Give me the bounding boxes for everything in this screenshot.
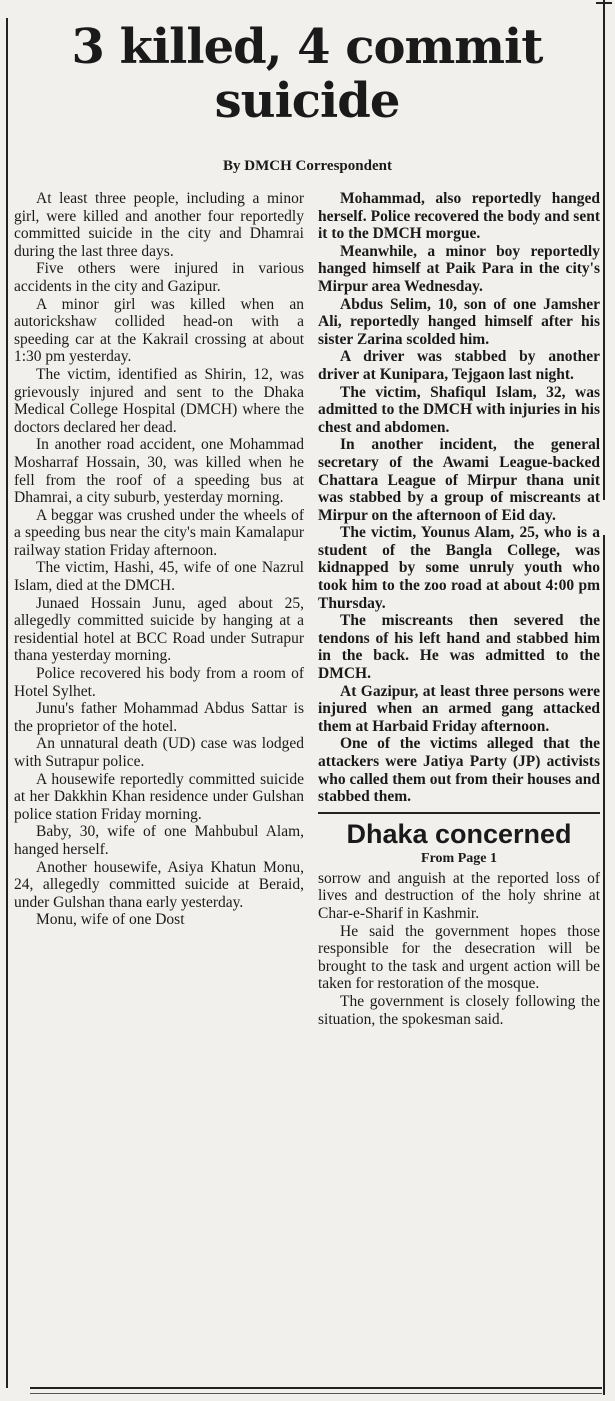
continued-from-page: From Page 1: [421, 850, 497, 866]
article-paragraph: The victim, Younus Alam, 25, who is a student of the Bangla College, was kidnapped by some unruly youth who took him to the zoo road at about 4:00 pm Thursday.: [318, 524, 600, 612]
headline-line-2: suicide: [214, 73, 400, 129]
article-paragraph: In another road accident, one Mohammad Mosharraf Hossain, 30, was killed when he fell from the roof of a speeding bus at Dhamrai, a city suburb, yesterday morning.: [14, 436, 304, 507]
article-paragraph: A minor girl was killed when an autorickshaw collided head-on with a speeding car at the Kakrail crossing at about 1:30 pm yesterday.: [14, 295, 304, 366]
article-paragraph: Police recovered his body from a room of Hotel Sylhet.: [14, 665, 304, 700]
article-paragraph: At Gazipur, at least three persons were injured when an armed gang attacked them at Harbaid Friday afternoon.: [318, 682, 600, 735]
article-paragraph: Baby, 30, wife of one Mahbubul Alam, hanged herself.: [14, 823, 304, 858]
bottom-rule-secondary: [30, 1393, 602, 1394]
article-paragraph: Abdus Selim, 10, son of one Jamsher Ali, reportedly hanged himself after his sister Zarina scolded him.: [318, 295, 600, 348]
article-paragraph: The victim, identified as Shirin, 12, was grievously injured and sent to the Dhaka Medical College Hospital (DMCH) where the doctors declared her dead.: [14, 365, 304, 436]
right-column-rule-lower: [603, 535, 605, 1395]
article-left-column: [14, 190, 304, 929]
article-byline: By DMCH Correspondent: [223, 158, 392, 174]
article-headline: [12, 20, 602, 128]
bottom-rule: [30, 1387, 602, 1389]
right-column-rule-upper: [603, 0, 605, 500]
article-paragraph: An unnatural death (UD) case was lodged with Sutrapur police.: [14, 735, 304, 770]
article-paragraph: One of the victims alleged that the attackers were Jatiya Party (JP) activists who called them out from their houses and stabbed them.: [318, 735, 600, 806]
article-paragraph: Mohammad, also reportedly hanged herself. Police recovered the body and sent it to the DMCH morgue.: [318, 190, 600, 243]
article-paragraph: Meanwhile, a minor boy reportedly hanged himself at Paik Para in the city's Mirpur area Wednesday.: [318, 242, 600, 295]
continued-paragraph: The government is closely following the situation, the spokesman said.: [318, 992, 600, 1028]
article-paragraph: In another incident, the general secretary of the Awami League-backed Chattara League of Mirpur thana unit was stabbed by a group of miscreants at Mirpur on the afternoon of Eid day.: [318, 436, 600, 524]
article-paragraph: Monu, wife of one Dost: [36, 911, 185, 929]
article-right-column: [318, 190, 600, 1028]
article-paragraph: Five others were injured in various accidents in the city and Gazipur.: [14, 260, 304, 295]
headline-line-1: 3 killed, 4 commit: [71, 19, 543, 75]
article-paragraph: At least three people, including a minor girl, were killed and another four reportedly committed suicide in the city and Dhamrai during the last three days.: [14, 190, 304, 260]
article-paragraph: Another housewife, Asiya Khatun Monu, 24, allegedly committed suicide at Beraid, under Gulshan thana early yesterday.: [14, 858, 304, 911]
article-paragraph: The victim, Shafiqul Islam, 32, was admitted to the DMCH with injuries in his chest and abdomen.: [318, 383, 600, 436]
article-paragraph: A driver was stabbed by another driver at Kunipara, Tejgaon last night.: [318, 348, 600, 383]
continued-paragraph: sorrow and anguish at the reported loss of lives and destruction of the holy shrine at Char-e-Sharif in Kashmir.: [318, 869, 600, 922]
article-paragraph: A beggar was crushed under the wheels of a speeding bus near the city's main Kamalapur railway station Friday afternoon.: [14, 506, 304, 559]
article-paragraph: The victim, Hashi, 45, wife of one Nazrul Islam, died at the DMCH.: [14, 559, 304, 595]
article-paragraph: Junu's father Mohammad Abdus Sattar is the proprietor of the hotel.: [14, 700, 304, 735]
article-paragraph: Junaed Hossain Junu, aged about 25, allegedly committed suicide by hanging at a residential hotel at BCC Road under Sutrapur thana yesterday morning.: [14, 594, 304, 665]
continued-paragraph: He said the government hopes those responsible for the desecration will be brought to the task and urgent action will be taken for restoration of the mosque.: [318, 922, 600, 993]
article-paragraph: A housewife reportedly committed suicide at her Dakkhin Khan residence under Gulshan police station Friday morning.: [14, 770, 304, 823]
left-column-rule: [6, 18, 8, 1388]
continued-story-headline: Dhaka concerned: [318, 812, 600, 850]
article-paragraph: The miscreants then severed the tendons of his left hand and stabbed him in the back. He was admitted to the DMCH.: [318, 612, 600, 683]
